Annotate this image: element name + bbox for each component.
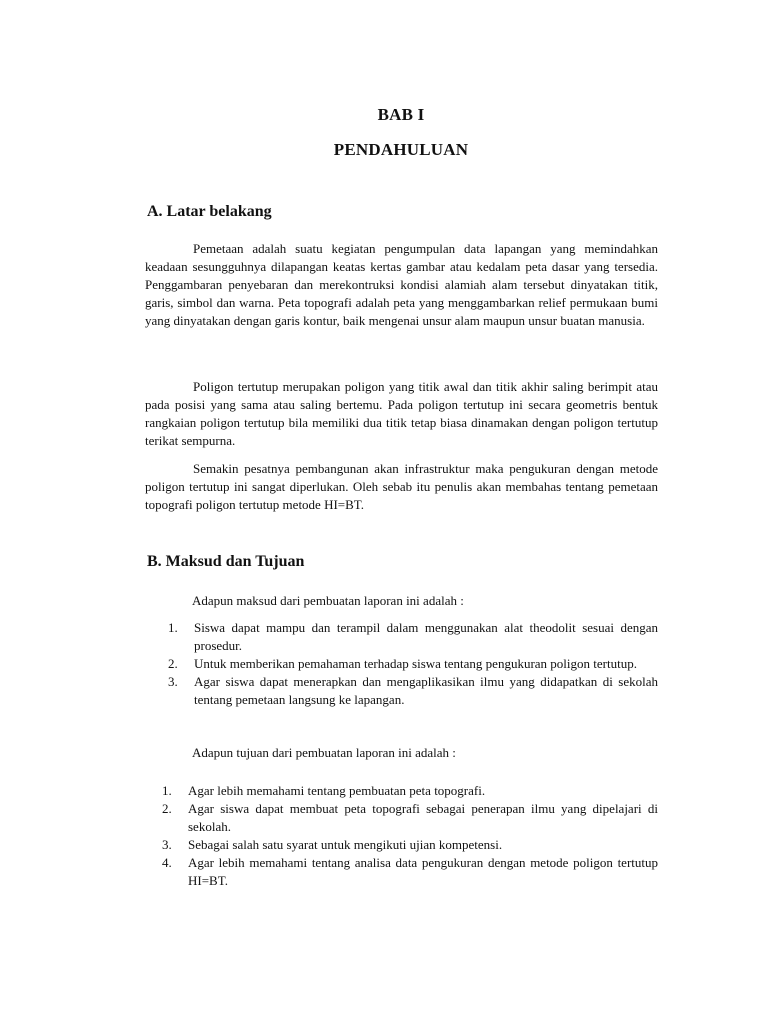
- section-a-heading: A. Latar belakang: [147, 203, 272, 220]
- list-item-text: Agar lebih memahami tentang pembuatan peta topografi.: [188, 783, 486, 798]
- paragraph: Poligon tertutup merupakan poligon yang titik awal dan titik akhir saling berimpit atau pada posisi yang sama atau saling bertemu. Pada poligon tertutup ini secara geometris bentuk rangkaian poligon tertutup bila memiliki dua titik tetap biasa dinamakan dengan poligon tertutup terikat sempurna.: [145, 379, 658, 448]
- list-item: [160, 655, 658, 673]
- list-item-text: Untuk memberikan pemahaman terhadap siswa tentang pengukuran poligon tertutup.: [194, 656, 637, 671]
- list-item: [160, 854, 658, 890]
- maksud-list: [160, 619, 658, 709]
- list-item-text: Agar siswa dapat menerapkan dan mengaplikasikan ilmu yang didapatkan di sekolah tentang pemetaan langsung ke lapangan.: [194, 674, 658, 707]
- chapter-title: PENDAHULUAN: [333, 140, 469, 159]
- list-item: [160, 619, 658, 655]
- tujuan-list: [160, 782, 658, 890]
- list-item: [160, 782, 658, 800]
- list-number: 1.: [162, 783, 172, 798]
- section-b-heading: B. Maksud dan Tujuan: [147, 553, 305, 570]
- list-number: 4.: [162, 855, 172, 870]
- list-item: [160, 673, 658, 709]
- maksud-intro: Adapun maksud dari pembuatan laporan ini adalah :: [192, 593, 464, 608]
- list-item-text: Siswa dapat mampu dan terampil dalam menggunakan alat theodolit sesuai dengan prosedur.: [194, 620, 658, 653]
- list-item-text: Agar siswa dapat membuat peta topografi sebagai penerapan ilmu yang dipelajari di sekolah.: [188, 801, 658, 834]
- list-number: 3.: [168, 674, 178, 689]
- list-number: 2.: [168, 656, 178, 671]
- chapter-number: BAB I: [377, 105, 425, 124]
- list-number: 3.: [162, 837, 172, 852]
- tujuan-intro: Adapun tujuan dari pembuatan laporan ini adalah :: [192, 745, 456, 760]
- list-item-text: Agar lebih memahami tentang analisa data pengukuran dengan metode poligon tertutup HI=BT.: [188, 855, 658, 888]
- list-item: [160, 800, 658, 836]
- paragraph: Semakin pesatnya pembangunan akan infrastruktur maka pengukuran dengan metode poligon tertutup ini sangat diperlukan. Oleh sebab itu penulis akan membahas tentang pemetaan topografi poligon tertutup metode HI=BT.: [145, 461, 658, 512]
- list-item: [160, 836, 658, 854]
- paragraph: Pemetaan adalah suatu kegiatan pengumpulan data lapangan yang memindahkan keadaan sesungguhnya dilapangan keatas kertas gambar atau kedalam peta dasar yang tersedia. Penggambaran penyebaran dan merekontruksi kondisi alamiah alam tersebut dinyatakan titik, garis, simbol dan warna. Peta topografi adalah peta yang menggambarkan relief permukaan bumi yang dinyatakan dengan garis kontur, baik mengenai unsur alam maupun unsur buatan manusia.: [145, 241, 658, 328]
- list-number: 1.: [168, 620, 178, 635]
- list-item-text: Sebagai salah satu syarat untuk mengikuti ujian kompetensi.: [188, 837, 503, 852]
- list-number: 2.: [162, 801, 172, 816]
